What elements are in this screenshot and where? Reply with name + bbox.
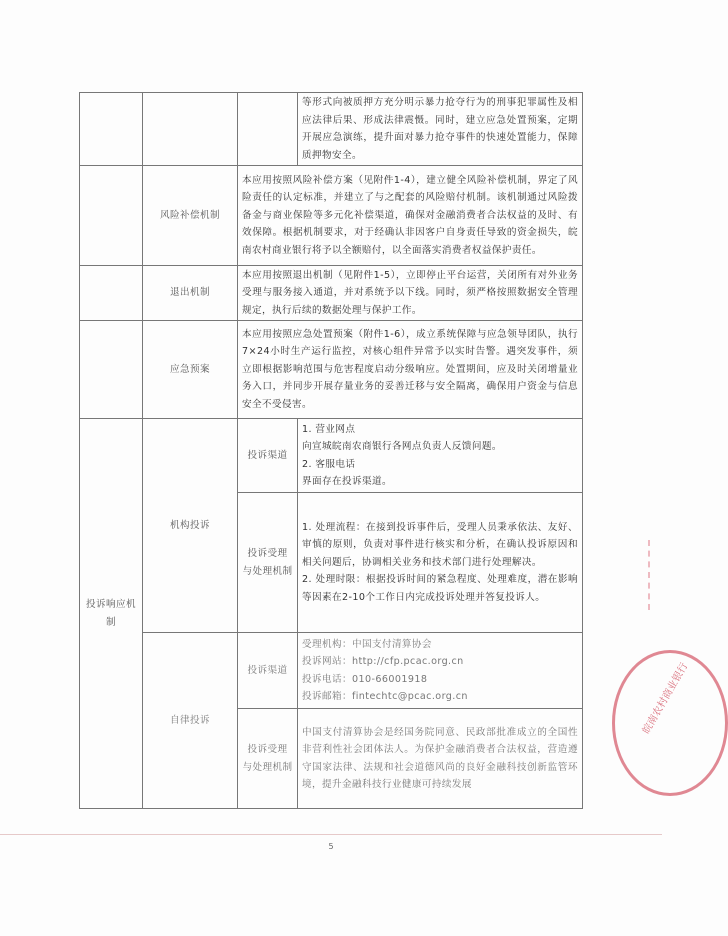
complaint-section-label: 投诉响应机制 (80, 419, 143, 809)
handling-label-line: 与处理机制 (242, 761, 293, 773)
table-row (80, 321, 583, 419)
empty-cell (80, 321, 143, 419)
institution-channel-cell (298, 419, 583, 493)
empty-cell (80, 93, 143, 166)
channel-line: 投诉邮箱：fintechtc@pcac.org.cn (302, 691, 468, 702)
self-regulatory-channel-label: 投诉渠道 (238, 633, 298, 709)
self-regulatory-handling-text: 中国支付清算协会是经国务院同意、民政部批准成立的全国性非营利性社会团体法人。为保护金融消费者合法权益，营造遵守国家法律、法规和社会道德风尚的良好金融科技创新监管环境，提升金融科技行业健康可持续发展 (298, 709, 583, 809)
seal-edge-mark (648, 540, 662, 610)
self-regulatory-complaint-label: 自律投诉 (143, 633, 238, 809)
exit-mechanism-text: 本应用按照退出机制（见附件1-5），立即停止平台运营，关闭所有对外业务受理与服务接入通道，并对系统予以下线。同时，须严格按照数据安全管理规定，执行后续的数据处理与保护工作。 (238, 266, 583, 321)
table-row (80, 266, 583, 321)
empty-cell (80, 266, 143, 321)
empty-cell (238, 93, 298, 166)
table-row (80, 633, 583, 709)
self-regulatory-handling-label (238, 709, 298, 809)
institution-channel-label: 投诉渠道 (238, 419, 298, 493)
risk-compensation-text: 本应用按照风险补偿方案（见附件1-4），建立健全风险补偿机制，界定了风险责任的认定标准，并建立了与之配套的风险赔付机制。该机制通过风险拨备金与商业保险等多元化补偿渠道，确保对金融消费者合法权益的及时、有效保障。根据机制要求，对于经确认非因客户自身责任导致的资金损失，皖南农村商业银行将予以全额赔付，以全面落实消费者权益保护责任。 (238, 166, 583, 266)
channel-line: 投诉网站：http://cfp.pcac.org.cn (302, 656, 464, 667)
handling-label-line: 与处理机制 (242, 565, 293, 577)
table-row (80, 166, 583, 266)
channel-line: 投诉电话：010-66001918 (302, 673, 428, 685)
emergency-plan-text: 本应用按照应急处置预案（附件1-6），成立系统保障与应急领导团队，执行7×24小时生产运行监控，对核心组件异常予以实时告警。遇突发事件，须立即根据影响范围与危害程度启动分级响应。处置期间，应及时关闭增量业务入口，并同步开展存量业务的妥善迁移与安全隔离，确保用户资金与信息安全不受侵害。 (238, 321, 583, 419)
channel-line: 受理机构：中国支付清算协会 (302, 638, 432, 650)
empty-cell (143, 93, 238, 166)
institution-handling-cell (298, 493, 583, 633)
empty-cell (80, 166, 143, 266)
handling-label-line: 投诉受理 (247, 744, 288, 755)
handling-text: 2. 处理时限：根据投诉时间的紧急程度、处理难度，潜在影响等因素在2-10个工作日内完成投诉处理并答复投诉人。 (302, 574, 578, 603)
content-table (79, 92, 583, 809)
channel-line: 界面存在投诉渠道。 (302, 476, 392, 487)
handling-text: 1. 处理流程：在接到投诉事件后，受理人员秉承依法、友好、审慎的原则，负责对事件进行核实和分析，在确认投诉原因和相关问题后，协调相关业务和技术部门进行处理解决。 (302, 521, 578, 568)
channel-line: 1. 营业网点 (302, 423, 356, 435)
page-number: 5 (328, 842, 334, 851)
page-divider (0, 834, 662, 835)
channel-line: 向宣城皖南农商银行各网点负责人反馈问题。 (302, 441, 502, 452)
top-text-cell: 等形式向被质押方充分明示暴力抢夺行为的刑事犯罪属性及相应法律后果、形成法律震慑。同时，建立应急处置预案，定期开展应急演练，提升面对暴力抢夺事件的快速处置能力，保障质押物安全。 (298, 93, 583, 166)
institution-complaint-label: 机构投诉 (143, 419, 238, 633)
handling-label-line: 投诉受理 (247, 548, 288, 559)
risk-compensation-label: 风险补偿机制 (143, 166, 238, 266)
table-row (80, 419, 583, 493)
self-regulatory-channel-cell (298, 633, 583, 709)
table-row (80, 93, 583, 166)
emergency-plan-label: 应急预案 (143, 321, 238, 419)
institution-handling-label (238, 493, 298, 633)
exit-mechanism-label: 退出机制 (143, 266, 238, 321)
channel-line: 2. 客服电话 (302, 458, 356, 470)
seal-text: 皖南农村商业银行 (640, 661, 691, 736)
